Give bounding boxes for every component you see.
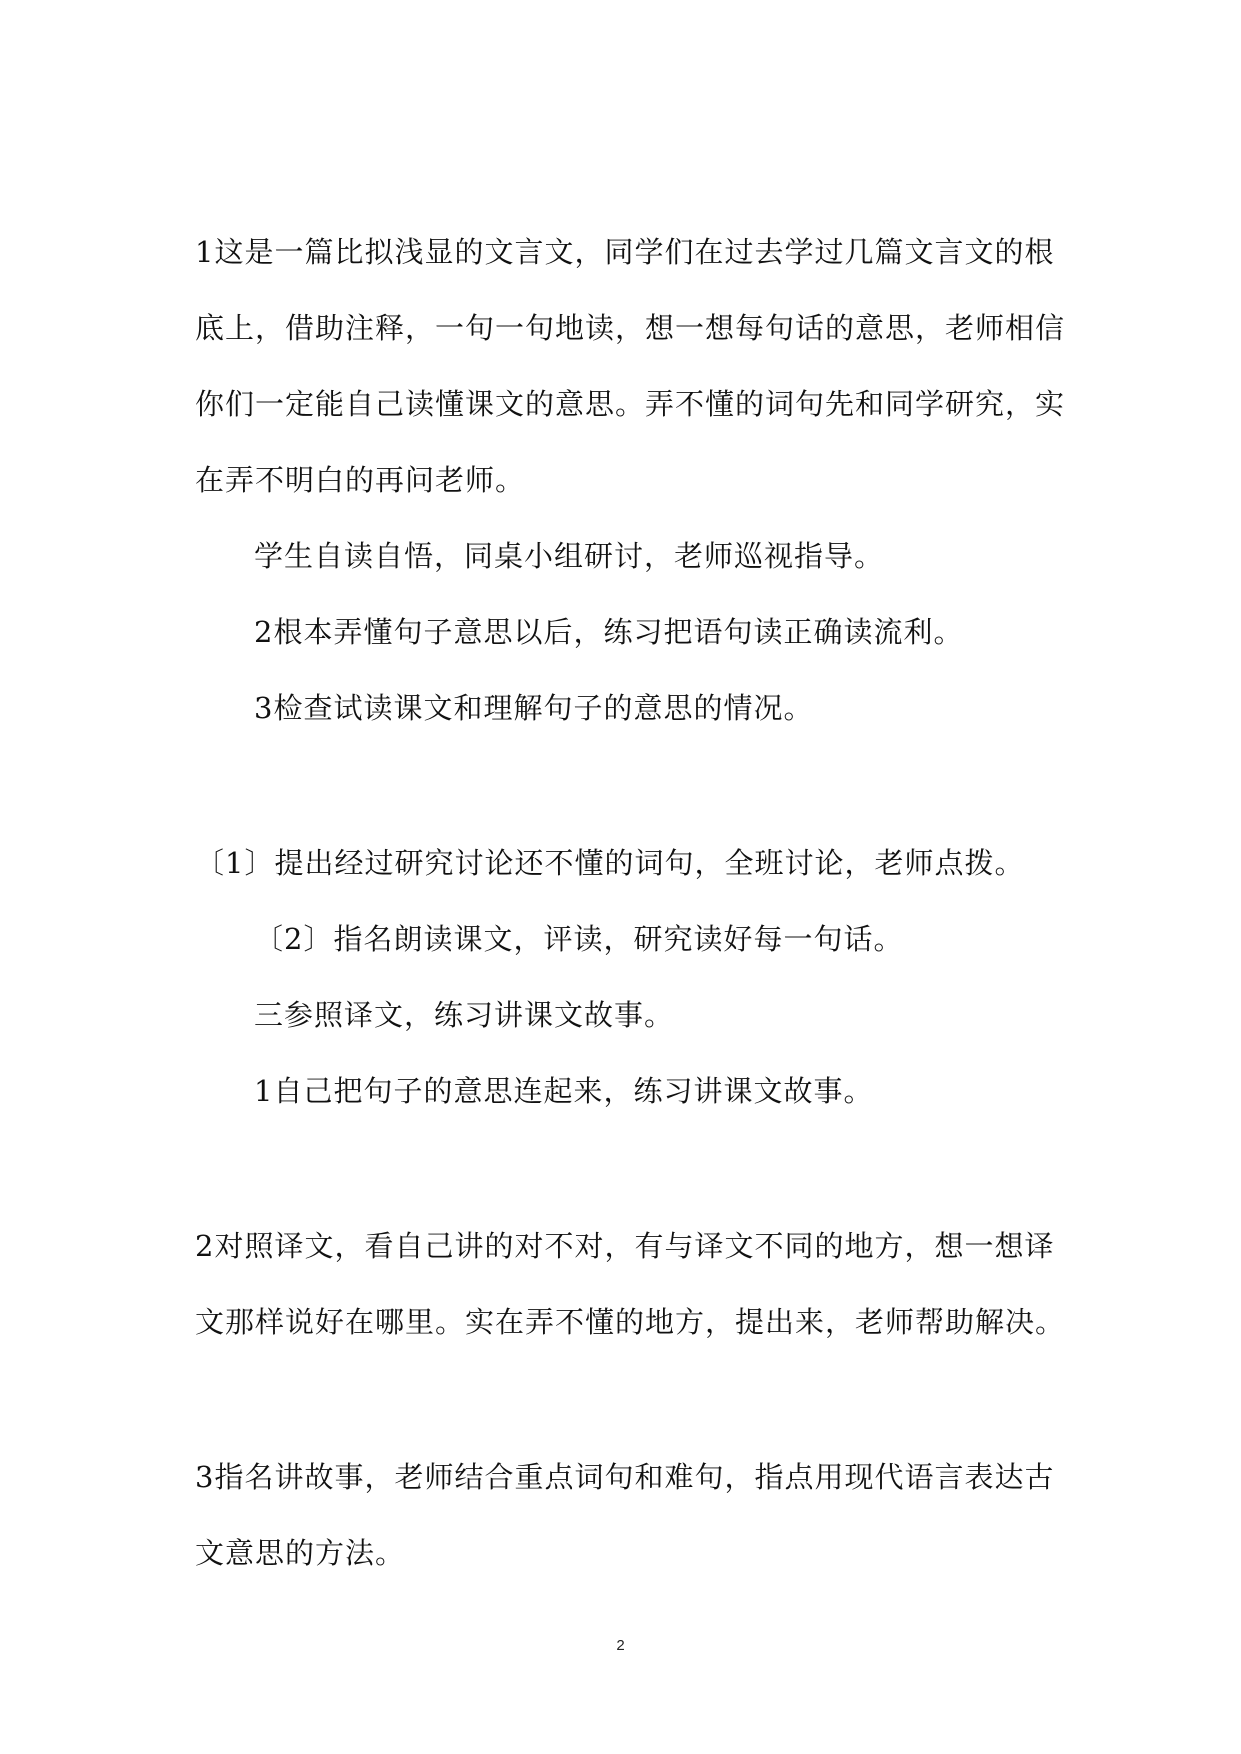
paragraph-line: 在弄不明白的再问老师。 (195, 463, 526, 497)
paragraph-line: 1这是一篇比拟浅显的文言文，同学们在过去学过几篇文言文的根 (195, 235, 1055, 269)
paragraph-line: 你们一定能自己读懂课文的意思。弄不懂的词句先和同学研究，实 (195, 387, 1066, 421)
paragraph-line: 〔2〕指名朗读课文，评读，研究读好每一句话。 (254, 922, 904, 956)
paragraph-line: 1自己把句子的意思连起来，练习讲课文故事。 (254, 1074, 874, 1108)
page-number: 2 (616, 1637, 625, 1654)
paragraph-line: 3检查试读课文和理解句子的意思的情况。 (254, 691, 814, 725)
paragraph-line: 三参照译文，练习讲课文故事。 (254, 998, 675, 1032)
paragraph-line: 学生自读自悟，同桌小组研讨，老师巡视指导。 (254, 539, 885, 573)
paragraph-line: 2根本弄懂句子意思以后，练习把语句读正确读流利。 (254, 615, 964, 649)
paragraph-line: 底上，借助注释，一句一句地读，想一想每句话的意思，老师相信 (195, 311, 1066, 345)
paragraph-line: 〔1〕提出经过研究讨论还不懂的词句，全班讨论，老师点拨。 (195, 846, 1025, 880)
paragraph-line: 文那样说好在哪里。实在弄不懂的地方，提出来，老师帮助解决。 (195, 1305, 1066, 1339)
paragraph-line: 文意思的方法。 (195, 1536, 406, 1570)
paragraph-line: 3指名讲故事，老师结合重点词句和难句，指点用现代语言表达古 (195, 1460, 1055, 1494)
paragraph-line: 2对照译文，看自己讲的对不对，有与译文不同的地方，想一想译 (195, 1229, 1055, 1263)
